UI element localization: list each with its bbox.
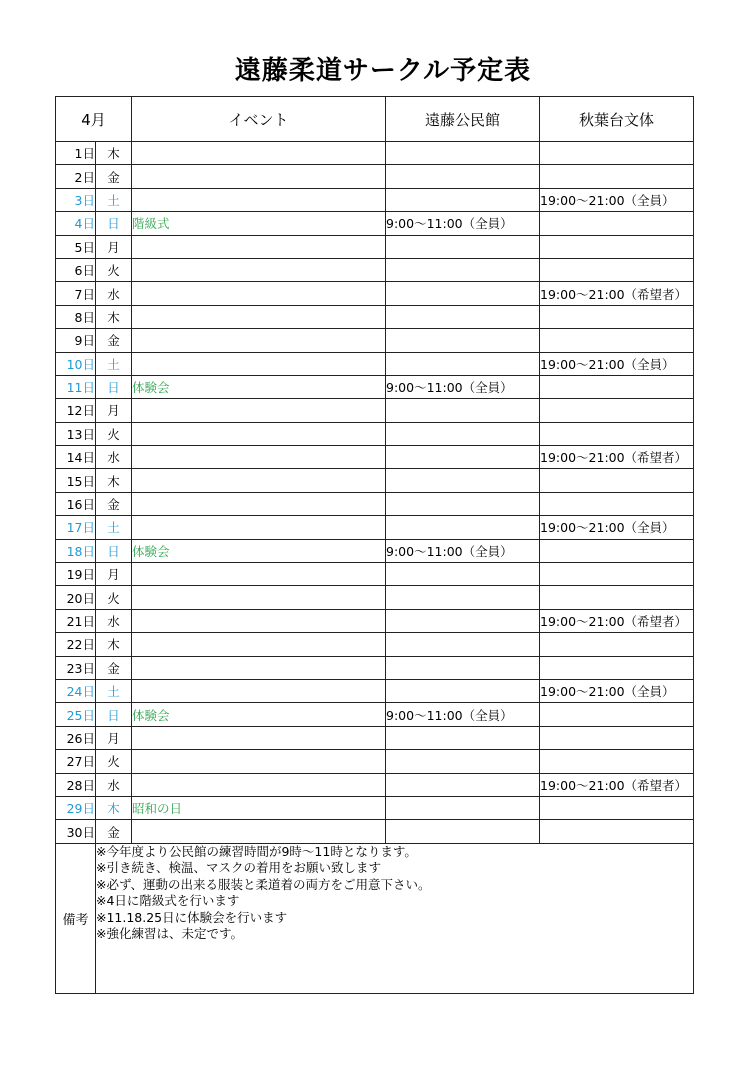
date-cell: 3日 <box>56 188 96 211</box>
weekday-cell: 日 <box>96 703 132 726</box>
day-row <box>56 586 694 609</box>
date-cell: 27日 <box>56 750 96 773</box>
date-cell: 16日 <box>56 492 96 515</box>
weekday-cell: 火 <box>96 258 132 281</box>
kominkan-cell <box>386 563 540 586</box>
weekday-cell: 金 <box>96 656 132 679</box>
kominkan-cell <box>386 258 540 281</box>
weekday-cell: 土 <box>96 188 132 211</box>
event-cell <box>132 773 386 796</box>
event-cell <box>132 563 386 586</box>
event-cell: 昭和の日 <box>132 796 386 819</box>
kominkan-cell <box>386 796 540 819</box>
kominkan-cell <box>386 165 540 188</box>
event-cell <box>132 656 386 679</box>
event-cell <box>132 188 386 211</box>
event-cell <box>132 329 386 352</box>
weekday-cell: 火 <box>96 422 132 445</box>
kominkan-cell <box>386 656 540 679</box>
date-cell: 30日 <box>56 820 96 843</box>
kominkan-cell: 9:00～11:00（全員） <box>386 539 540 562</box>
event-column-header: イベント <box>132 97 386 142</box>
akiha-cell: 19:00～21:00（希望者） <box>540 609 694 632</box>
akiha-cell <box>540 539 694 562</box>
akiha-cell: 19:00～21:00（全員） <box>540 516 694 539</box>
weekday-cell: 火 <box>96 586 132 609</box>
akiha-cell <box>540 750 694 773</box>
akiha-cell <box>540 492 694 515</box>
day-row <box>56 446 694 469</box>
kominkan-cell <box>386 446 540 469</box>
weekday-cell: 土 <box>96 516 132 539</box>
kominkan-cell <box>386 305 540 328</box>
day-row <box>56 469 694 492</box>
kominkan-cell <box>386 586 540 609</box>
weekday-cell: 水 <box>96 446 132 469</box>
kominkan-cell <box>386 329 540 352</box>
kominkan-cell: 9:00～11:00（全員） <box>386 703 540 726</box>
akiha-cell <box>540 212 694 235</box>
event-cell <box>132 586 386 609</box>
remark-line: ※今年度より公民館の練習時間が9時～11時となります。 <box>96 843 417 859</box>
akiha-cell: 19:00～21:00（希望者） <box>540 446 694 469</box>
event-cell <box>132 352 386 375</box>
date-cell: 14日 <box>56 446 96 469</box>
date-cell: 28日 <box>56 773 96 796</box>
event-cell <box>132 726 386 749</box>
event-cell <box>132 305 386 328</box>
kominkan-cell <box>386 399 540 422</box>
kominkan-cell <box>386 750 540 773</box>
date-cell: 20日 <box>56 586 96 609</box>
weekday-cell: 金 <box>96 329 132 352</box>
date-cell: 23日 <box>56 656 96 679</box>
day-row <box>56 352 694 375</box>
kominkan-cell <box>386 609 540 632</box>
event-cell <box>132 235 386 258</box>
day-row <box>56 422 694 445</box>
event-cell <box>132 492 386 515</box>
akiha-cell: 19:00～21:00（希望者） <box>540 282 694 305</box>
day-row <box>56 516 694 539</box>
day-row <box>56 329 694 352</box>
event-cell <box>132 609 386 632</box>
date-cell: 11日 <box>56 375 96 398</box>
akiha-cell <box>540 375 694 398</box>
date-cell: 10日 <box>56 352 96 375</box>
akiha-cell: 19:00～21:00（全員） <box>540 188 694 211</box>
day-row <box>56 399 694 422</box>
weekday-cell: 金 <box>96 492 132 515</box>
remark-line: ※強化練習は、未定です。 <box>96 926 243 942</box>
kominkan-cell <box>386 820 540 843</box>
kominkan-cell <box>386 235 540 258</box>
weekday-cell: 木 <box>96 142 132 165</box>
day-row <box>56 750 694 773</box>
remarks-label: 備考 <box>56 843 96 993</box>
weekday-cell: 月 <box>96 726 132 749</box>
date-cell: 5日 <box>56 235 96 258</box>
date-cell: 18日 <box>56 539 96 562</box>
day-row <box>56 820 694 843</box>
weekday-cell: 金 <box>96 165 132 188</box>
kominkan-cell <box>386 422 540 445</box>
kominkan-column-header: 遠藤公民館 <box>386 97 540 142</box>
akiha-cell <box>540 235 694 258</box>
weekday-cell: 土 <box>96 352 132 375</box>
akiha-cell <box>540 586 694 609</box>
akiha-cell <box>540 469 694 492</box>
date-cell: 1日 <box>56 142 96 165</box>
event-cell <box>132 633 386 656</box>
akiha-cell <box>540 563 694 586</box>
day-row <box>56 539 694 562</box>
kominkan-cell <box>386 633 540 656</box>
kominkan-cell <box>386 469 540 492</box>
remarks-row <box>56 843 694 993</box>
event-cell <box>132 282 386 305</box>
kominkan-cell <box>386 282 540 305</box>
event-cell <box>132 516 386 539</box>
weekday-cell: 水 <box>96 773 132 796</box>
day-row <box>56 773 694 796</box>
weekday-cell: 木 <box>96 796 132 819</box>
weekday-cell: 金 <box>96 820 132 843</box>
date-cell: 22日 <box>56 633 96 656</box>
remark-line: ※11.18.25日に体験会を行います <box>96 909 288 925</box>
akiha-cell: 19:00～21:00（希望者） <box>540 773 694 796</box>
akiha-cell <box>540 796 694 819</box>
kominkan-cell: 9:00～11:00（全員） <box>386 375 540 398</box>
day-row <box>56 235 694 258</box>
date-cell: 6日 <box>56 258 96 281</box>
day-row <box>56 258 694 281</box>
akiha-cell <box>540 422 694 445</box>
event-cell <box>132 422 386 445</box>
day-row <box>56 703 694 726</box>
akiha-cell <box>540 703 694 726</box>
weekday-cell: 日 <box>96 212 132 235</box>
day-row <box>56 796 694 819</box>
weekday-cell: 月 <box>96 235 132 258</box>
remark-line: ※4日に階級式を行います <box>96 893 240 909</box>
page-title: 遠藤柔道サークル予定表 <box>234 56 532 86</box>
day-row <box>56 563 694 586</box>
event-cell: 体験会 <box>132 703 386 726</box>
event-cell <box>132 258 386 281</box>
remark-line: ※必ず、運動の出来る服装と柔道着の両方をご用意下さい。 <box>96 876 431 892</box>
date-cell: 19日 <box>56 563 96 586</box>
weekday-cell: 水 <box>96 282 132 305</box>
day-row <box>56 188 694 211</box>
event-cell <box>132 142 386 165</box>
date-cell: 4日 <box>56 212 96 235</box>
kominkan-cell <box>386 679 540 702</box>
date-cell: 17日 <box>56 516 96 539</box>
weekday-cell: 水 <box>96 609 132 632</box>
event-cell <box>132 399 386 422</box>
date-cell: 12日 <box>56 399 96 422</box>
header-row <box>56 97 694 142</box>
date-cell: 25日 <box>56 703 96 726</box>
weekday-cell: 日 <box>96 375 132 398</box>
weekday-cell: 土 <box>96 679 132 702</box>
akiha-cell: 19:00～21:00（全員） <box>540 352 694 375</box>
weekday-cell: 日 <box>96 539 132 562</box>
event-cell <box>132 679 386 702</box>
kominkan-cell <box>386 352 540 375</box>
weekday-cell: 月 <box>96 399 132 422</box>
date-cell: 15日 <box>56 469 96 492</box>
akiha-cell <box>540 820 694 843</box>
akiha-cell <box>540 165 694 188</box>
schedule-table <box>55 96 694 994</box>
day-row <box>56 633 694 656</box>
kominkan-cell: 9:00～11:00（全員） <box>386 212 540 235</box>
weekday-cell: 木 <box>96 305 132 328</box>
day-row <box>56 282 694 305</box>
weekday-cell: 木 <box>96 633 132 656</box>
event-cell <box>132 446 386 469</box>
akiha-cell <box>540 305 694 328</box>
day-row <box>56 656 694 679</box>
event-cell: 体験会 <box>132 539 386 562</box>
event-cell: 階級式 <box>132 212 386 235</box>
date-cell: 21日 <box>56 609 96 632</box>
akiha-cell <box>540 329 694 352</box>
akiha-cell <box>540 258 694 281</box>
date-cell: 26日 <box>56 726 96 749</box>
date-cell: 24日 <box>56 679 96 702</box>
date-cell: 7日 <box>56 282 96 305</box>
day-row <box>56 492 694 515</box>
kominkan-cell <box>386 188 540 211</box>
day-row <box>56 305 694 328</box>
day-row <box>56 212 694 235</box>
akiha-cell <box>540 142 694 165</box>
day-row <box>56 726 694 749</box>
akiha-cell <box>540 656 694 679</box>
akiha-cell: 19:00～21:00（全員） <box>540 679 694 702</box>
event-cell <box>132 469 386 492</box>
date-cell: 2日 <box>56 165 96 188</box>
remark-line: ※引き続き、検温、マスクの着用をお願い致します <box>96 860 381 876</box>
event-cell: 体験会 <box>132 375 386 398</box>
date-cell: 9日 <box>56 329 96 352</box>
date-cell: 29日 <box>56 796 96 819</box>
weekday-cell: 木 <box>96 469 132 492</box>
kominkan-cell <box>386 726 540 749</box>
akiha-column-header: 秋葉台文体 <box>540 97 694 142</box>
remarks-notes <box>96 843 694 993</box>
weekday-cell: 火 <box>96 750 132 773</box>
kominkan-cell <box>386 516 540 539</box>
day-row <box>56 609 694 632</box>
kominkan-cell <box>386 492 540 515</box>
day-row <box>56 142 694 165</box>
event-cell <box>132 165 386 188</box>
akiha-cell <box>540 399 694 422</box>
kominkan-cell <box>386 773 540 796</box>
akiha-cell <box>540 726 694 749</box>
day-row <box>56 375 694 398</box>
day-row <box>56 165 694 188</box>
date-cell: 8日 <box>56 305 96 328</box>
day-row <box>56 679 694 702</box>
event-cell <box>132 820 386 843</box>
event-cell <box>132 750 386 773</box>
month-header: 4月 <box>56 97 132 142</box>
akiha-cell <box>540 633 694 656</box>
weekday-cell: 月 <box>96 563 132 586</box>
date-cell: 13日 <box>56 422 96 445</box>
day-rows <box>56 142 694 844</box>
kominkan-cell <box>386 142 540 165</box>
